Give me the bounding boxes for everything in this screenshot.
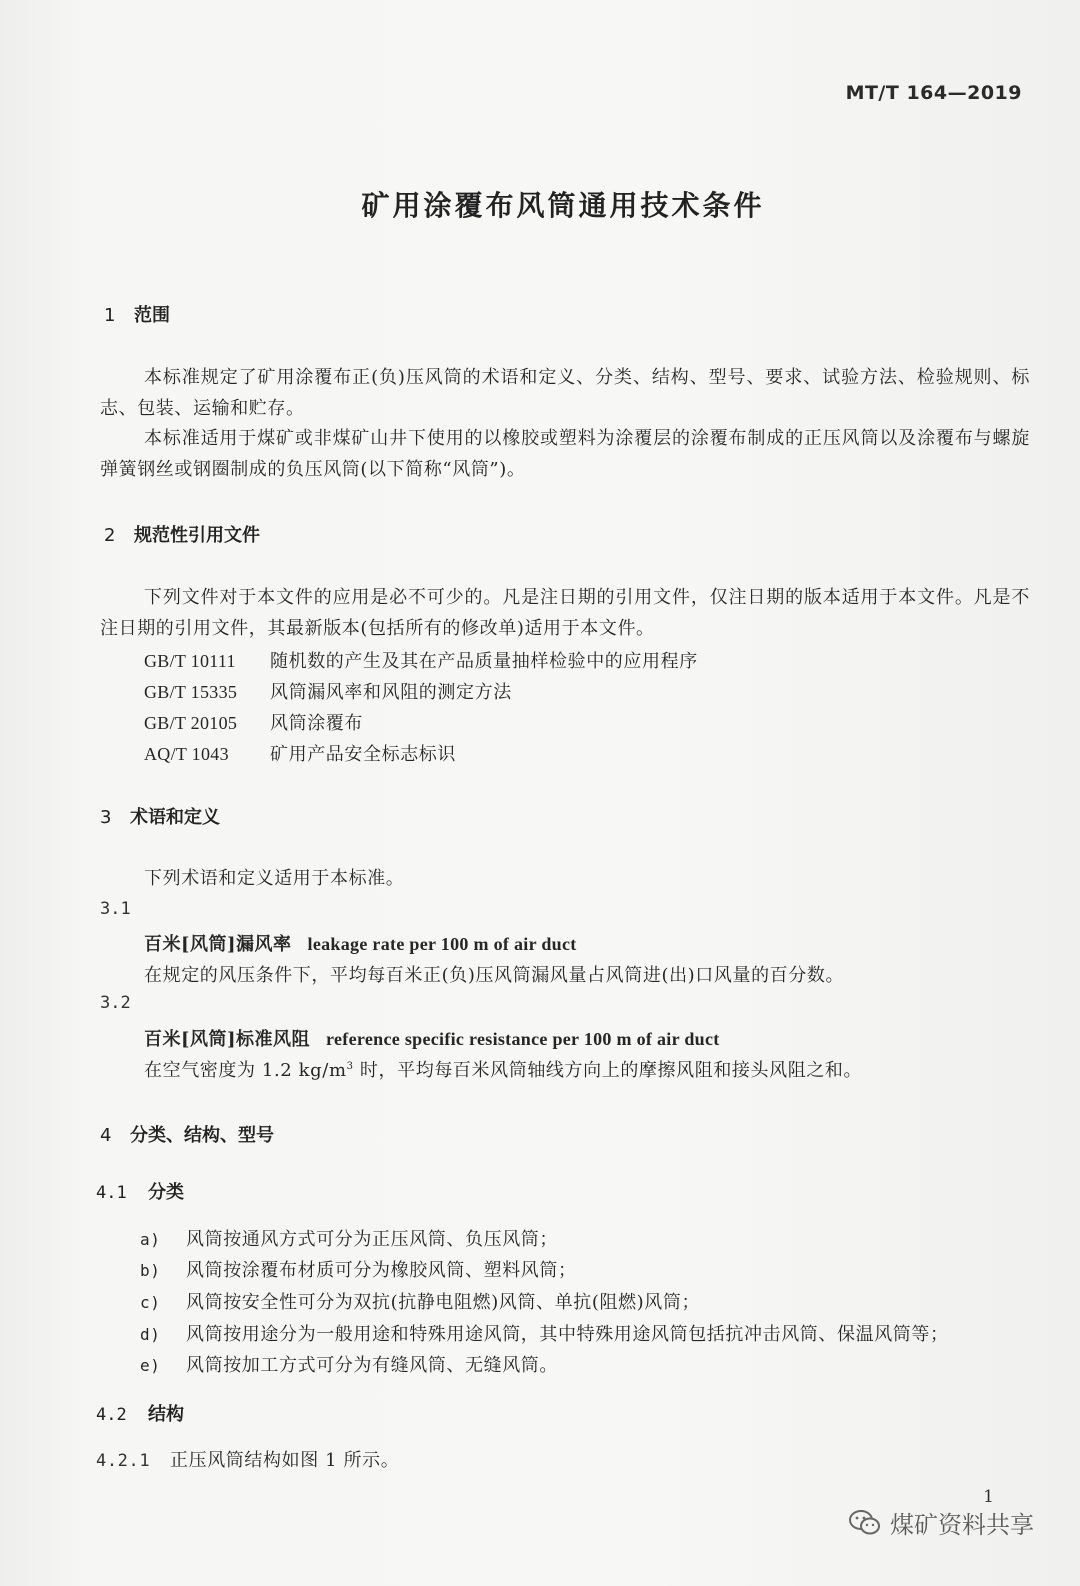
section-title: 范围 — [134, 305, 170, 326]
reference-title: 矿用产品安全标志标识 — [270, 744, 456, 765]
superscript: 3 — [346, 1061, 354, 1072]
section-number: 2 — [104, 525, 116, 546]
wechat-icon — [848, 1509, 882, 1537]
term-en: reference specific resistance per 100 m of air duct — [326, 1029, 720, 1049]
references-intro-paragraph: 下列文件对于本文件的应用是必不可少的。凡是注日期的引用文件，仅注日期的版本适用于本文件。凡是不注日期的引用文件，其最新版本(包括所有的修改单)适用于本文件。 — [100, 587, 1030, 639]
section-title: 规范性引用文件 — [134, 525, 260, 546]
list-text: 风筒按用途分为一般用途和特殊用途风筒，其中特殊用途风筒包括抗冲击风筒、保温风筒等； — [186, 1324, 949, 1345]
list-marker: d) — [140, 1325, 161, 1344]
section-title: 术语和定义 — [130, 807, 220, 828]
watermark-text: 煤矿资料共享 — [890, 1511, 1034, 1539]
term-number: 3.1 — [100, 899, 131, 919]
term-zh: 百米[风筒]标准风阻 — [144, 1029, 311, 1050]
section-number: 1 — [104, 305, 116, 326]
definition-text: 时，平均每百米风筒轴线方向上的摩擦风阻和接头风阻之和。 — [353, 1060, 863, 1081]
section-heading-terms — [100, 803, 220, 829]
term-definition: 在规定的风压条件下，平均每百米正(负)压风筒漏风量占风筒进(出)口风量的百分数。 — [144, 965, 845, 986]
reference-code: GB/T 20105 — [144, 713, 238, 733]
reference-item — [144, 647, 698, 673]
term-definition — [144, 1056, 862, 1082]
reference-code: GB/T 10111 — [144, 651, 236, 671]
clause-text: 正压风筒结构如图 1 所示。 — [170, 1450, 400, 1471]
terms-intro: 下列术语和定义适用于本标准。 — [144, 868, 405, 889]
term-heading — [144, 930, 577, 956]
document-title: 矿用涂覆布风筒通用技术条件 — [361, 189, 765, 222]
reference-item — [144, 740, 456, 766]
list-text: 风筒按安全性可分为双抗(抗静电阻燃)风筒、单抗(阻燃)风筒； — [186, 1292, 701, 1313]
list-text: 风筒按加工方式可分为有缝风筒、无缝风筒。 — [186, 1355, 558, 1376]
subsection-heading-structure — [96, 1400, 184, 1426]
section-heading-normative-references — [104, 521, 260, 547]
definition-text: 在空气密度为 1.2 kg/m — [144, 1060, 347, 1081]
list-item — [140, 1256, 577, 1282]
reference-title: 随机数的产生及其在产品质量抽样检验中的应用程序 — [270, 651, 698, 672]
reference-code: AQ/T 1043 — [144, 744, 229, 764]
subsection-title: 结构 — [148, 1404, 184, 1425]
list-text: 风筒按通风方式可分为正压风筒、负压风筒； — [186, 1229, 558, 1250]
reference-title: 风筒漏风率和风阻的测定方法 — [270, 682, 512, 703]
list-item — [140, 1225, 558, 1251]
reference-title: 风筒涂覆布 — [270, 713, 363, 734]
list-marker: e) — [140, 1356, 161, 1375]
list-item — [140, 1320, 949, 1346]
subsection-heading-classification — [96, 1178, 184, 1204]
list-marker: a) — [140, 1230, 161, 1249]
reference-item — [144, 709, 363, 735]
term-zh: 百米[风筒]漏风率 — [144, 934, 292, 955]
clause-4-2-1 — [96, 1446, 399, 1472]
standard-code: MT/T 164—2019 — [845, 82, 1022, 104]
list-text: 风筒按涂覆布材质可分为橡胶风筒、塑料风筒； — [186, 1260, 577, 1281]
term-heading — [144, 1025, 720, 1051]
section-number: 4 — [100, 1125, 112, 1146]
section-title: 分类、结构、型号 — [130, 1125, 274, 1146]
list-marker: c) — [140, 1293, 161, 1312]
scope-paragraph-2: 本标准适用于煤矿或非煤矿山井下使用的以橡胶或塑料为涂覆层的涂覆布制成的正压风筒以及涂覆布与螺旋弹簧钢丝或钢圈制成的负压风筒(以下简称“风筒”)。 — [100, 428, 1030, 480]
list-item — [140, 1351, 558, 1377]
reference-item — [144, 678, 512, 704]
section-heading-classification — [100, 1121, 274, 1147]
scope-paragraph-1: 本标准规定了矿用涂覆布正(负)压风筒的术语和定义、分类、结构、型号、要求、试验方法、检验规则、标志、包装、运输和贮存。 — [100, 367, 1030, 419]
list-item — [140, 1288, 700, 1314]
term-en: leakage rate per 100 m of air duct — [307, 934, 577, 954]
list-marker: b) — [140, 1261, 161, 1280]
page-number: 1 — [983, 1487, 994, 1507]
subsection-number: 4.2 — [96, 1405, 127, 1425]
section-heading-scope — [104, 301, 170, 327]
watermark — [848, 1505, 1034, 1540]
term-number: 3.2 — [100, 993, 131, 1013]
subsection-number: 4.1 — [96, 1183, 127, 1203]
subsection-title: 分类 — [148, 1182, 184, 1203]
reference-code: GB/T 15335 — [144, 682, 238, 702]
section-number: 3 — [100, 807, 112, 828]
clause-number: 4.2.1 — [96, 1451, 151, 1471]
